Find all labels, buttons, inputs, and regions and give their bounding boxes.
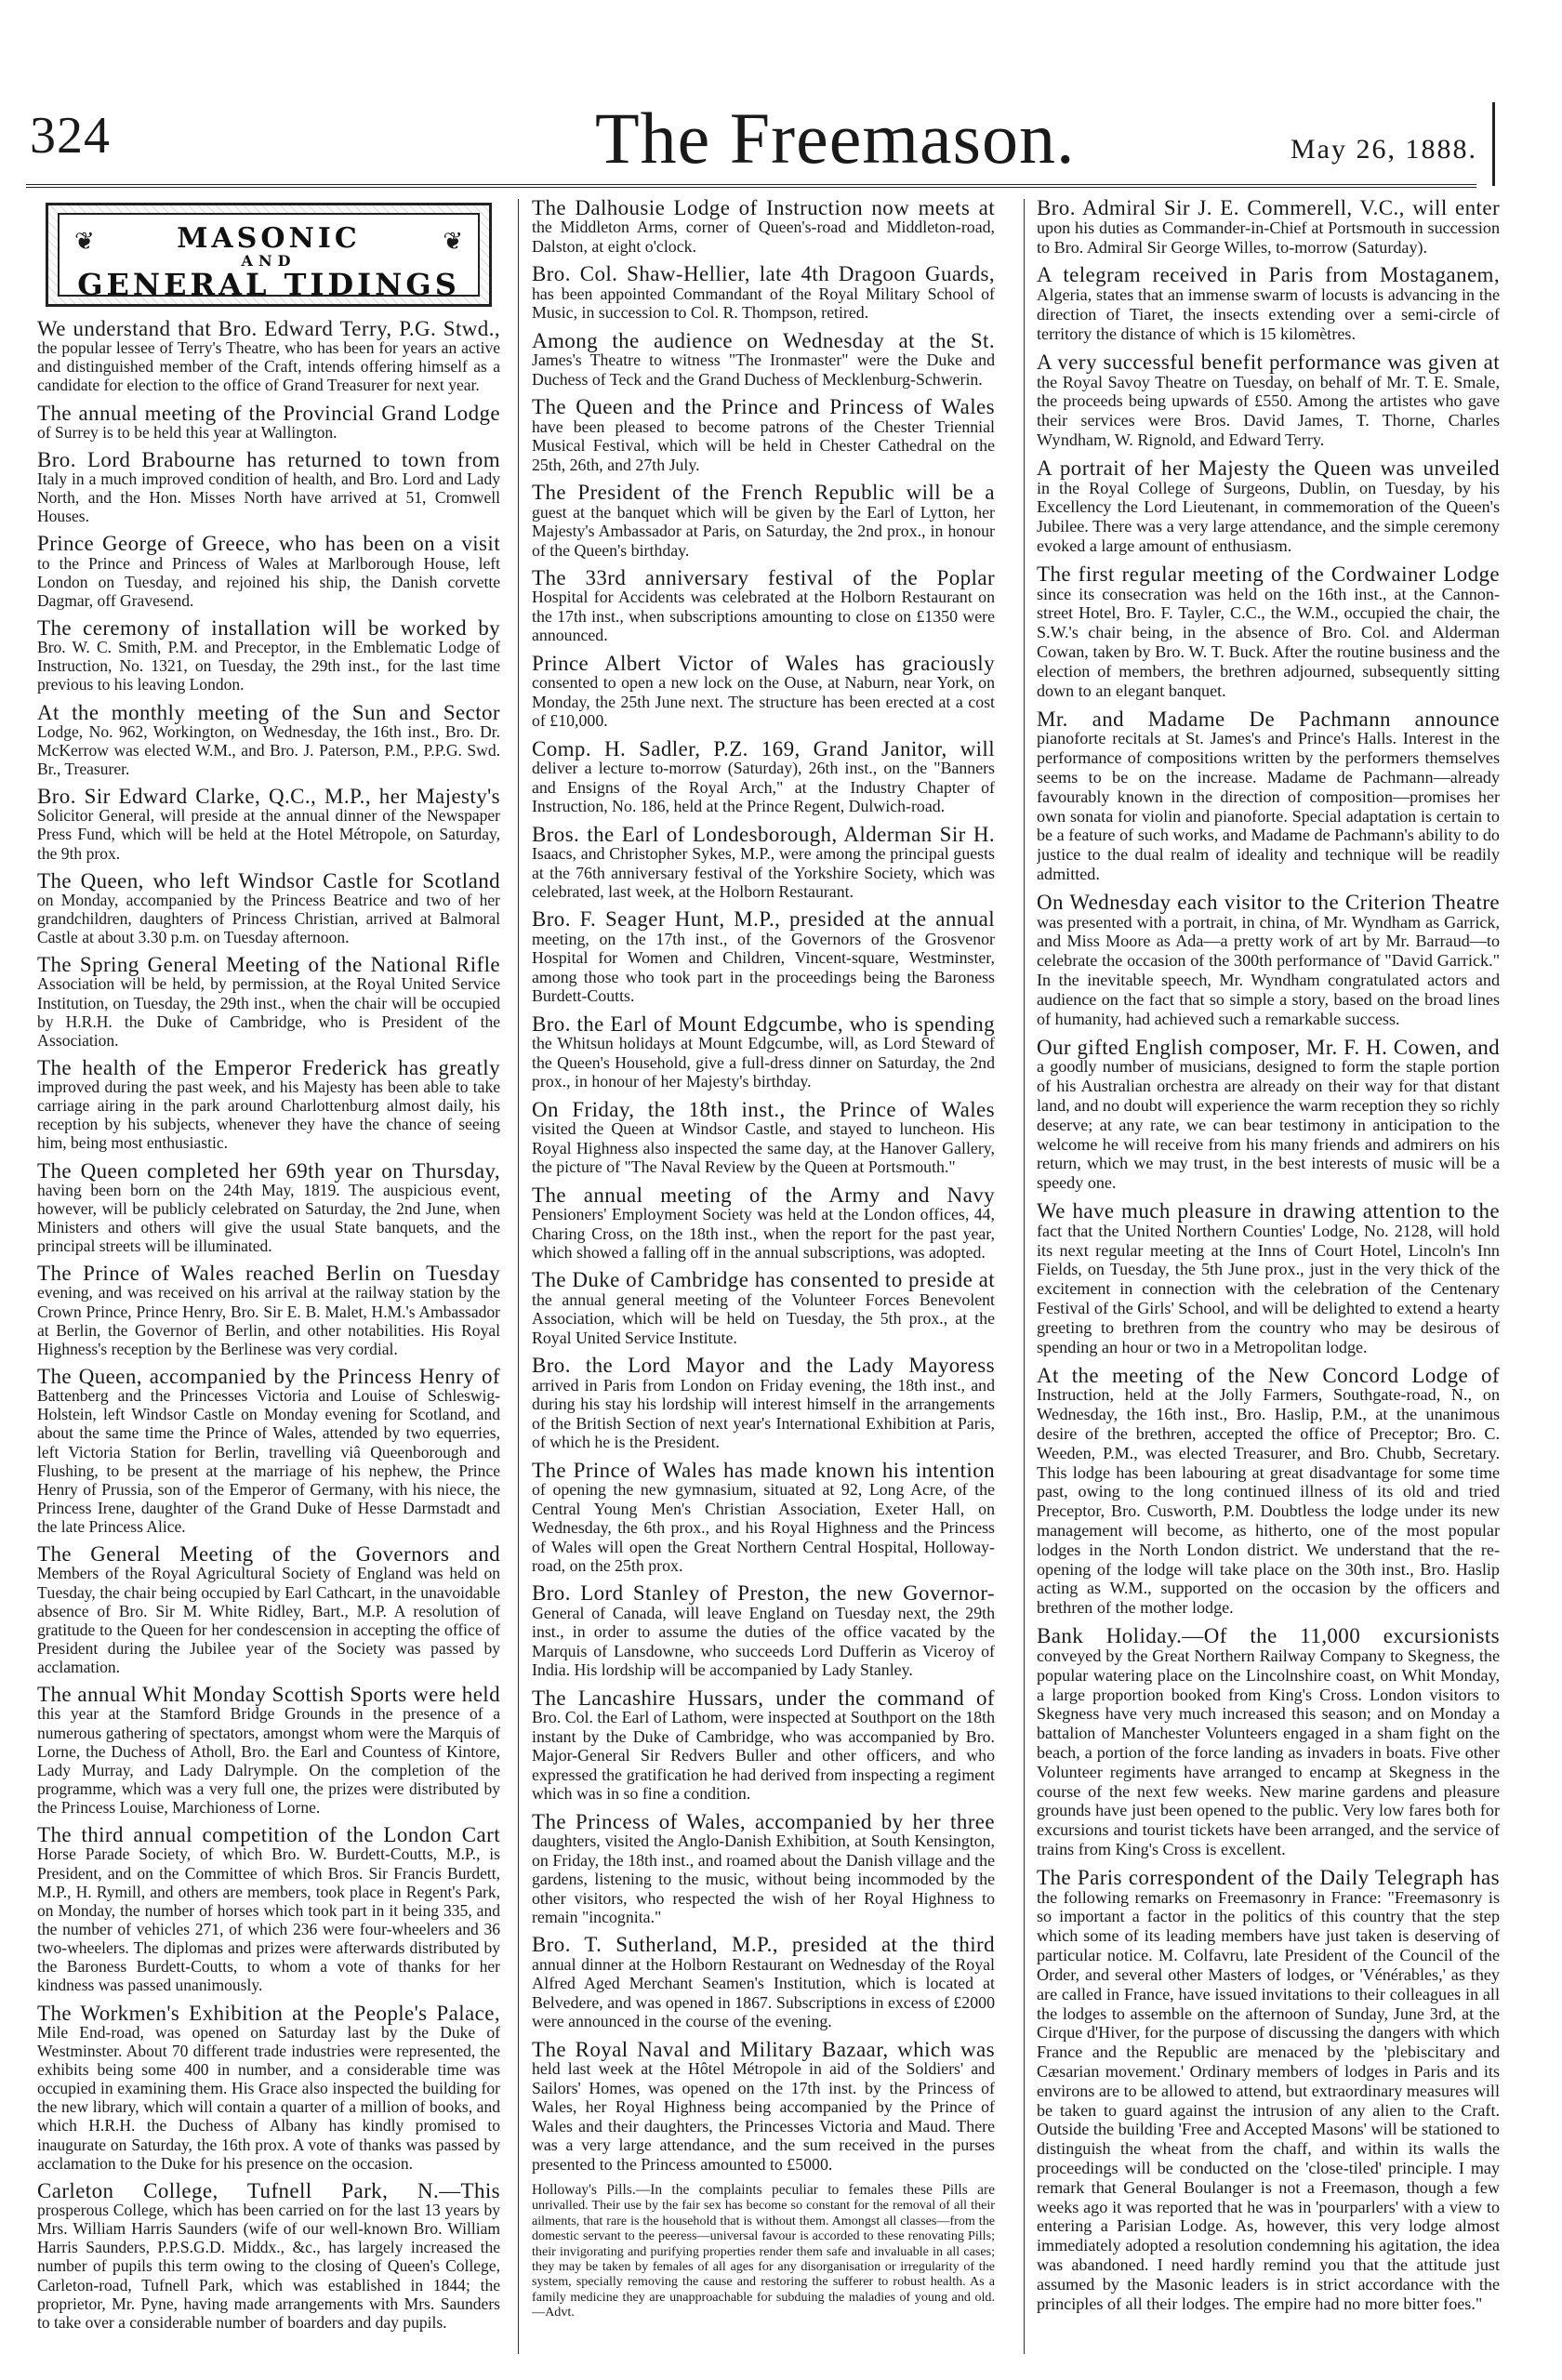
- news-paragraph: The Queen, who left Windsor Castle for Scotland on Monday, accompanied by the Princess Beatrice and two of her grandchildren, daughters of Princess Christian, arrived at Balmoral Castle at about 3.30 p.m. on Tuesday afternoon.: [37, 868, 500, 947]
- header-edge-rule: [1492, 102, 1495, 186]
- news-paragraph: The 33rd anniversary festival of the Poplar Hospital for Accidents was celebrated at the Holborn Restaurant on the 17th inst., when subscriptions amounting to close on £1350 were announced.: [532, 565, 995, 645]
- news-paragraph: Mr. and Madame De Pachmann announce pianoforte recitals at St. James's and Prince's Halls. Interest in the performance of compositions written by the performers themselves seems to be on the increase. Madame de Pachmann—already favourably known in the direction of composition—promises her own sonata for violin and pianoforte. Special adaptation is certain to be a feature of such works, and Madame de Pachmann's ability to do justice to the dual realm of ideality and technique will be readily admitted.: [1037, 707, 1500, 883]
- news-paragraph: We understand that Bro. Edward Terry, P.G. Stwd., the popular lessee of Terry's Theatre, who has been for years an active and distinguished member of the Craft, intends offering himself as a candidate for election to the office of Grand Treasurer for next year.: [37, 317, 500, 395]
- news-paragraph: The Queen, accompanied by the Princess Henry of Battenberg and the Princesses Victoria and Louise of Schleswig-Holstein, left Windsor Castle on Monday evening for Scotland, and about the same time the Prince of Wales, attended by two equerries, left Victoria Station for Berlin, travelling viâ Queenborough and Flushing, to be present at the marriage of his nephew, the Prince Henry of Prussia, son of the Emperor of Germany, with his niece, the Princess Irene, daughter of the Grand Duke of Hesse Darmstadt and the late Princess Alice.: [37, 1365, 500, 1537]
- news-paragraph: Bro. Lord Brabourne has returned to town from Italy in a much improved condition of health, and Bro. Lord and Lady North, and the Hon. Misses North have arrived at 51, Cromwell Houses.: [37, 447, 500, 526]
- news-paragraph: The third annual competition of the London Cart Horse Parade Society, of which Bro. W. Burdett-Coutts, M.P., is President, and on the Committee of which Bros. Sir Francis Burdett, M.P., H. Rymill, and others are members, took place in Regent's Park, on Monday, the number of horses which took part in it being 335, and the number of vehicles 271, of which 236 were four-wheelers and 36 two-wheelers. The diplomas and prizes were afterwards distributed by the Baroness Burdett-Coutts, to whom a vote of thanks for her kindness was passed unanimously.: [37, 1823, 500, 1995]
- news-paragraph: Bro. T. Sutherland, M.P., presided at the third annual dinner at the Holborn Restaurant on Wednesday of the Royal Alfred Aged Merchant Seamen's Institution, which is located at Belvedere, and was opened in 1867. Subscriptions in excess of £2000 were announced in the course of the evening.: [532, 1933, 995, 2031]
- section-emblem: [46, 203, 492, 307]
- news-paragraph: Bro. F. Seager Hunt, M.P., presided at the annual meeting, on the 17th inst., of the Governors of the Grosvenor Hospital for Women and Children, Vincent-square, Westminster, among those who took part in the proceedings being the Baroness Burdett-Coutts.: [532, 907, 995, 1006]
- news-paragraph: The annual Whit Monday Scottish Sports were held this year at the Stamford Bridge Grounds in the presence of a numerous gathering of spectators, amongst whom were the Marquis of Lorne, the Duchess of Atholl, Bro. the Earl and Countess of Kintore, Lady Murray, and Lady Dalrymple. On the completion of the programme, which was a very full one, the prizes were distributed by the Princess Louise, Marchioness of Lorne.: [37, 1683, 500, 1818]
- column-right: [1037, 199, 1500, 2356]
- news-paragraph: The President of the French Republic will be a guest at the banquet which will be given by the Earl of Lytton, her Majesty's Ambassador at Paris, on Saturday, the 2nd prox., in honour of the Queen's birthday.: [532, 481, 995, 560]
- news-paragraph: The ceremony of installation will be worked by Bro. W. C. Smith, P.M. and Preceptor, in the Emblematic Lodge of Instruction, No. 1321, on Tuesday, the 29th inst., for the last time previous to his leaving London.: [37, 615, 500, 694]
- news-paragraph: Bro. the Lord Mayor and the Lady Mayoress arrived in Paris from London on Friday evening, the 18th inst., and during his stay his lordship will interest himself in the arrangements of the British Section of next year's International Exhibition at Paris, of which he is the President.: [532, 1354, 995, 1452]
- emblem-word-and: AND: [241, 252, 297, 270]
- left-article-list: [37, 317, 500, 2332]
- news-paragraph: The Princess of Wales, accompanied by her three daughters, visited the Anglo-Danish Exhibition, at South Kensington, on Friday, the 18th inst., and roamed about the Danish village and the gardens, listening to the music, without being incommoded by the other visitors, who respected the wish of her Royal Highness to remain "incognita.": [532, 1809, 995, 1926]
- news-paragraph: Prince George of Greece, who has been on a visit to the Prince and Princess of Wales at Marlborough House, left London on Tuesday, and rejoined his ship, the Danish corvette Dagmar, off Gravesend.: [37, 532, 500, 610]
- news-paragraph: The Lancashire Hussars, under the command of Bro. Col. the Earl of Lathom, were inspected at Southport on the 18th instant by the Duke of Cambridge, who was accompanied by Bro. Major-General Sir Redvers Buller and other officers, and who expressed the gratification he had derived from inspecting a regiment which was in so fine a condition.: [532, 1686, 995, 1804]
- news-paragraph: Our gifted English composer, Mr. F. H. Cowen, and a goodly number of musicians, designed to form the staple portion of his Australian orchestra are already on their way for that distant land, and no doubt will experience the warm reception they so richly deserve; at any rate, we can bear testimony in anticipation to the welcome he will receive from his many friends and admirers on his return, which we may trust, in the best interests of music will be a speedy one.: [1037, 1035, 1500, 1193]
- news-paragraph: A telegram received in Paris from Mostaganem, Algeria, states that an immense swarm of locusts is advancing in the direction of Tiaret, the insects extending over a semi-circle of territory the distance of which is 15 kilomètres.: [1037, 263, 1500, 343]
- news-paragraph: The health of the Emperor Frederick has greatly improved during the past week, and his Majesty has been able to take carriage airing in the park around Charlottenburg almost daily, his reception by his subjects, whenever they have the chance of seeing him, being most enthusiastic.: [37, 1055, 500, 1153]
- page-header: [0, 0, 1562, 191]
- news-paragraph: Prince Albert Victor of Wales has graciously consented to open a new lock on the Ouse, at Naburn, near York, on Monday, the 25th June next. The structure has been erected at a cost of £10,000.: [532, 651, 995, 731]
- issue-date: May 26, 1888.: [1291, 134, 1477, 165]
- news-paragraph: Bro. the Earl of Mount Edgcumbe, who is spending the Whitsun holidays at Mount Edgcumbe, will, as Lord Steward of the Queen's Household, give a full-dress dinner on Saturday, the 2nd prox., in honour of her Majesty's birthday.: [532, 1012, 995, 1091]
- news-paragraph: The Workmen's Exhibition at the People's Palace, Mile End-road, was opened on Saturday last by the Duke of Westminster. About 70 different trade industries were represented, the exhibits being some 400 in number, and a considerable time was occupied in examining them. His Grace also inspected the building for the new library, which will contain a quarter of a million of books, and which H.R.H. the Duchess of Albany has kindly promised to inaugurate on Saturday, the 16th prox. A vote of thanks was passed by acclamation to the Duke for his presence on the occasion.: [37, 2001, 500, 2173]
- news-paragraph: The Spring General Meeting of the National Rifle Association will be held, by permission, at the Royal United Service Institution, on Tuesday, the 29th inst., when the chair will be occupied by H.R.H. the Duke of Cambridge, who is President of the Association.: [37, 953, 500, 1050]
- news-paragraph: Carleton College, Tufnell Park, N.—This prosperous College, which has been carried on for the last 13 years by Mrs. William Harris Saunders (wife of our well-known Bro. William Harris Saunders, P.P.S.G.D. Middx., &c., has largely increased the number of pupils this term owing to the closing of Queen's College, Carleton-road, Tufnell Park, which was established in 1844; the proprietor, Mr. Pyne, having made arrangements with Mrs. Saunders to take over a considerable number of boarders and day pupils.: [37, 2178, 500, 2332]
- fleuron-icon: ❦: [443, 228, 463, 256]
- page-number: 324: [30, 107, 111, 165]
- news-paragraph: The General Meeting of the Governors and Members of the Royal Agricultural Society of England was held on Tuesday, the chair being occupied by Earl Cathcart, in the unavoidable absence of Bro. Sir M. White Ridley, Bart., M.P. A resolution of gratitude to the Queen for her condescension in accepting the office of President during the Jubilee year of the Society was passed by acclamation.: [37, 1542, 500, 1677]
- news-paragraph: Bro. Col. Shaw-Hellier, late 4th Dragoon Guards, has been appointed Commandant of the Royal Military School of Music, in succession to Col. R. Thompson, retired.: [532, 262, 995, 323]
- news-paragraph: At the meeting of the New Concord Lodge of Instruction, held at the Jolly Farmers, Southgate-road, N., on Wednesday, the 16th inst., Bro. Haslip, P.M., at the unanimous desire of the brethren, accepted the office of Preceptor; Bro. C. Weeden, P.M., was elected Treasurer, and Bro. Chubb, Secretary. This lodge has been labouring at great disadvantage for some time past, owing to the long continued illness of its old and tried Preceptor, Bro. Cusworth, P.M. Doubtless the lodge under its new management will become, as hitherto, one of the most popular lodges in the North London district. We understand that the re-opening of the lodge will take place on the 30th inst., Bro. Haslip acting as W.M., supported on the occasion by the officers and brethren of the mother lodge.: [1037, 1363, 1500, 1618]
- news-paragraph: Among the audience on Wednesday at the St. James's Theatre to witness "The Ironmaster" were the Duke and Duchess of Teck and the Grand Duchess of Mecklenburg-Schwerin.: [532, 328, 995, 389]
- right-article-list: [1037, 199, 1500, 2314]
- news-paragraph: On Wednesday each visitor to the Criterion Theatre was presented with a portrait, in china, of Mr. Wyndham as Garrick, and Miss Moore as Ada—a pretty work of art by Mr. Barraud—to celebrate the occasion of the 300th performance of "David Garrick." In the inevitable speech, Mr. Wyndham congratulated actors and audience on the fact that so simple a story, based on the broad lines of humanity, had achieved such a remarkable success.: [1037, 890, 1500, 1028]
- news-paragraph: The Duke of Cambridge has consented to preside at the annual general meeting of the Volunteer Forces Benevolent Association, which will be held on Tuesday, the 5th prox., at the Royal United Service Institute.: [532, 1268, 995, 1347]
- emblem-frame: [58, 213, 480, 302]
- fleuron-icon: ❦: [74, 228, 95, 256]
- news-paragraph: The annual meeting of the Army and Navy Pensioners' Employment Society was held at the London offices, 44, Charing Cross, on the 18th inst., when the report for the past year, which showed a falling off in the annual subscriptions, was adopted.: [532, 1183, 995, 1262]
- news-paragraph: Bro. Admiral Sir J. E. Commerell, V.C., will enter upon his duties as Commander-in-Chief at Portsmouth in succession to Bro. Admiral Sir George Willes, to-morrow (Saturday).: [1037, 199, 1500, 257]
- news-paragraph: On Friday, the 18th inst., the Prince of Wales visited the Queen at Windsor Castle, and stayed to luncheon. His Royal Highness also inspected the same day, at the Hanover Gallery, the picture of "The Naval Review by the Queen at Portsmouth.": [532, 1097, 995, 1177]
- masthead-title: The Freemason.: [595, 98, 1076, 178]
- news-paragraph: Bros. the Earl of Londesborough, Alderman Sir H. Isaacs, and Christopher Sykes, M.P., were among the principal guests at the 76th anniversary festival of the Yorkshire Society, which was celebrated, last week, at the Holborn Restaurant.: [532, 822, 995, 901]
- column-divider: [518, 199, 519, 2354]
- news-paragraph: Bro. Sir Edward Clarke, Q.C., M.P., her Majesty's Solicitor General, will preside at the annual dinner of the Newspaper Press Fund, which will be held at the Hotel Métropole, on Saturday, the 9th prox.: [37, 785, 500, 863]
- news-paragraph: Bank Holiday.—Of the 11,000 excursionists conveyed by the Great Northern Railway Company to Skegness, the popular watering place on the Lincolnshire coast, on Whit Monday, a large proportion booked from King's Cross. London visitors to Skegness have very much increased this season; and on Monday a battalion of Manchester Volunteers engaged in a sham fight on the beach, a portion of the force landing as invaders in boats. Five other Volunteer regiments have arranged to encamp at Skegness in the course of the next few weeks. New marine gardens and pleasure grounds have just been opened to the public. Very low fares both for excursions and tourist tickets have been arranged, and the service of trains from King's Cross is excellent.: [1037, 1624, 1500, 1858]
- news-paragraph: A very successful benefit performance was given at the Royal Savoy Theatre on Tuesday, on behalf of Mr. T. E. Smale, the proceeds being upwards of £550. Among the artistes who gave their services were Bros. David James, T. Thorne, Charles Wyndham, W. Rignold, and Edward Terry.: [1037, 350, 1500, 449]
- middle-article-list: [532, 199, 995, 2174]
- news-paragraph: A portrait of her Majesty the Queen was unveiled in the Royal College of Surgeons, Dublin, on Tuesday, by his Excellency the Lord Lieutenant, in commemoration of the Queen's Jubilee. There was a very large attendance, and the simple ceremony evoked a large amount of enthusiasm.: [1037, 456, 1500, 555]
- news-paragraph: The Queen and the Prince and Princess of Wales have been pleased to become patrons of the Chester Triennial Musical Festival, which will be held in Chester Cathedral on the 25th, 26th, and 27th July.: [532, 395, 995, 474]
- news-paragraph: Comp. H. Sadler, P.Z. 169, Grand Janitor, will deliver a lecture to-morrow (Saturday), 26th inst., on the "Banners and Ensigns of the Royal Arch," at the Industry Chapter of Instruction, No. 186, held at the Prince Regent, Dulwich-road.: [532, 736, 995, 816]
- header-rule: [26, 184, 1476, 188]
- news-paragraph: At the monthly meeting of the Sun and Sector Lodge, No. 962, Workington, on Wednesday, the 16th inst., Bro. Dr. McKerrow was elected W.M., and Bro. J. Paterson, P.M., P.P.G. Swd. Br., Treasurer.: [37, 700, 500, 778]
- column-left: [37, 199, 500, 2356]
- column-divider: [1024, 199, 1025, 2354]
- news-paragraph: We have much pleasure in drawing attention to the fact that the United Northern Counties' Lodge, No. 2128, will hold its next regular meeting at the Inns of Court Hotel, Lincoln's Inn Fields, on Tuesday, the 5th June prox., just in the very thick of the excitement in connection with the celebration of the Centenary Festival of the Girls' School, and will be delighted to extend a hearty greeting to brethren from the country who may be desirous of spending an hour or two in a Metropolitan lodge.: [1037, 1199, 1500, 1356]
- news-paragraph: The Royal Naval and Military Bazaar, which was held last week at the Hôtel Métropole in aid of the Soldiers' and Sailors' Homes, was opened on the 17th inst. by the Princess of Wales, her Royal Highness being accompanied by the Prince of Wales and their daughters, the Princesses Victoria and Maud. There was a very large attendance, and the sum received in the purses presented to the Princess amounted to £5000.: [532, 2037, 995, 2174]
- news-paragraph: The Dalhousie Lodge of Instruction now meets at the Middleton Arms, corner of Queen's-road and Middleton-road, Dalston, at eight o'clock.: [532, 199, 995, 256]
- emblem-word-general-tidings: GENERAL TIDINGS: [77, 267, 460, 302]
- column-middle: [532, 199, 995, 2356]
- news-paragraph: Bro. Lord Stanley of Preston, the new Governor-General of Canada, will leave England on Tuesday next, the 29th inst., in order to assume the duties of the office vacated by the Marquis of Lansdowne, who succeeds Lord Dufferin as Viceroy of India. His lordship will be accompanied by Lady Stanley.: [532, 1581, 995, 1680]
- news-paragraph: The Paris correspondent of the Daily Telegraph has the following remarks on Freemasonry in France: "Freemasonry is so important a factor in the politics of this country that the step which some of its leading members have just taken is deserving of particular notice. M. Colfavru, late President of the Council of the Order, and several other Masters of lodges, or 'Vénérables,' as they are called in France, have issued invitations to their colleagues in all the lodges to assemble on the afternoon of Sunday, June 3rd, at the Cirque d'Hiver, for the purpose of discussing the dangers with which France and the Republic are menaced by the 'plebiscitary and Cæsarian movement.' Ordinary members of lodges in Paris and its environs are to be allowed to attend, but extraordinary measures will be taken to guard against the intrusion of any alien to the Craft. Outside the building 'Free and Accepted Masons' will be stationed to distinguish the wheat from the chaff, and within its walls the proceedings will be conducted on the 'close-tiled' principle. I may remark that General Boulanger is not a Freemason, though a few weeks ago it was reported that he was in 'pourparlers' with a view to entering a Parisian Lodge. As, however, this very lodge almost immediately adopted a resolution condemning his agitation, the idea was abandoned. I need hardly remind you that the attitude just assumed by the Masonic leaders is in strict accordance with the principles of all their lodges. The empire had no more bitter foes.": [1037, 1865, 1500, 2313]
- emblem-word-masonic: MASONIC: [177, 222, 361, 255]
- news-paragraph: The Queen completed her 69th year on Thursday, having been born on the 24th May, 1819. The auspicious event, however, will be publicly celebrated on Saturday, the 2nd June, when Ministers and others will give the usual State banquets, and the principal streets will be illuminated.: [37, 1158, 500, 1256]
- news-paragraph: The Prince of Wales has made known his intention of opening the new gymnasium, situated at 92, Long Acre, of the Central Young Men's Christian Association, Exeter Hall, on Wednesday, the 6th prox., and his Royal Highness and the Princess of Wales will open the Great Northern Central Hospital, Holloway-road, on the 25th prox.: [532, 1458, 995, 1575]
- advertisement-paragraph: Holloway's Pills.—In the complaints peculiar to females these Pills are unrivalled. Their use by the fair sex has become so constant for the removal of all their ailments, that rare is the household that is without them. Amongst all classes—from the domestic servant to the peeress—universal favour is accorded to these renovating Pills; their invigorating and purifying properties render them safe and invaluable in all cases; they may be taken by females of all ages for any disorganisation or irregularity of the system, specially removing the cause and restoring the sufferer to robust health. As a family medicine they are unapproachable for subduing the maladies of young and old.—Advt.: [532, 2182, 995, 2320]
- news-paragraph: The annual meeting of the Provincial Grand Lodge of Surrey is to be held this year at Wallington.: [37, 401, 500, 442]
- news-paragraph: The Prince of Wales reached Berlin on Tuesday evening, and was received on his arrival at the railway station by the Crown Prince, Prince Henry, Bro. Sir E. B. Malet, H.M.'s Ambassador at Berlin, the Governor of Berlin, and other notabilities. His Royal Highness's reception by the Berlinese was very cordial.: [37, 1262, 500, 1358]
- news-paragraph: The first regular meeting of the Cordwainer Lodge since its consecration was held on the 16th inst., at the Cannon-street Hotel, Bro. F. Tayler, C.C., the W.M., occupied the chair, the S.W.'s chair being, in the absence of Bro. Col. and Alderman Cowan, taken by Bro. W. T. Buck. After the routine business and the election of members, the brethren adjourned, subsequently sitting down to an elegant banquet.: [1037, 562, 1500, 700]
